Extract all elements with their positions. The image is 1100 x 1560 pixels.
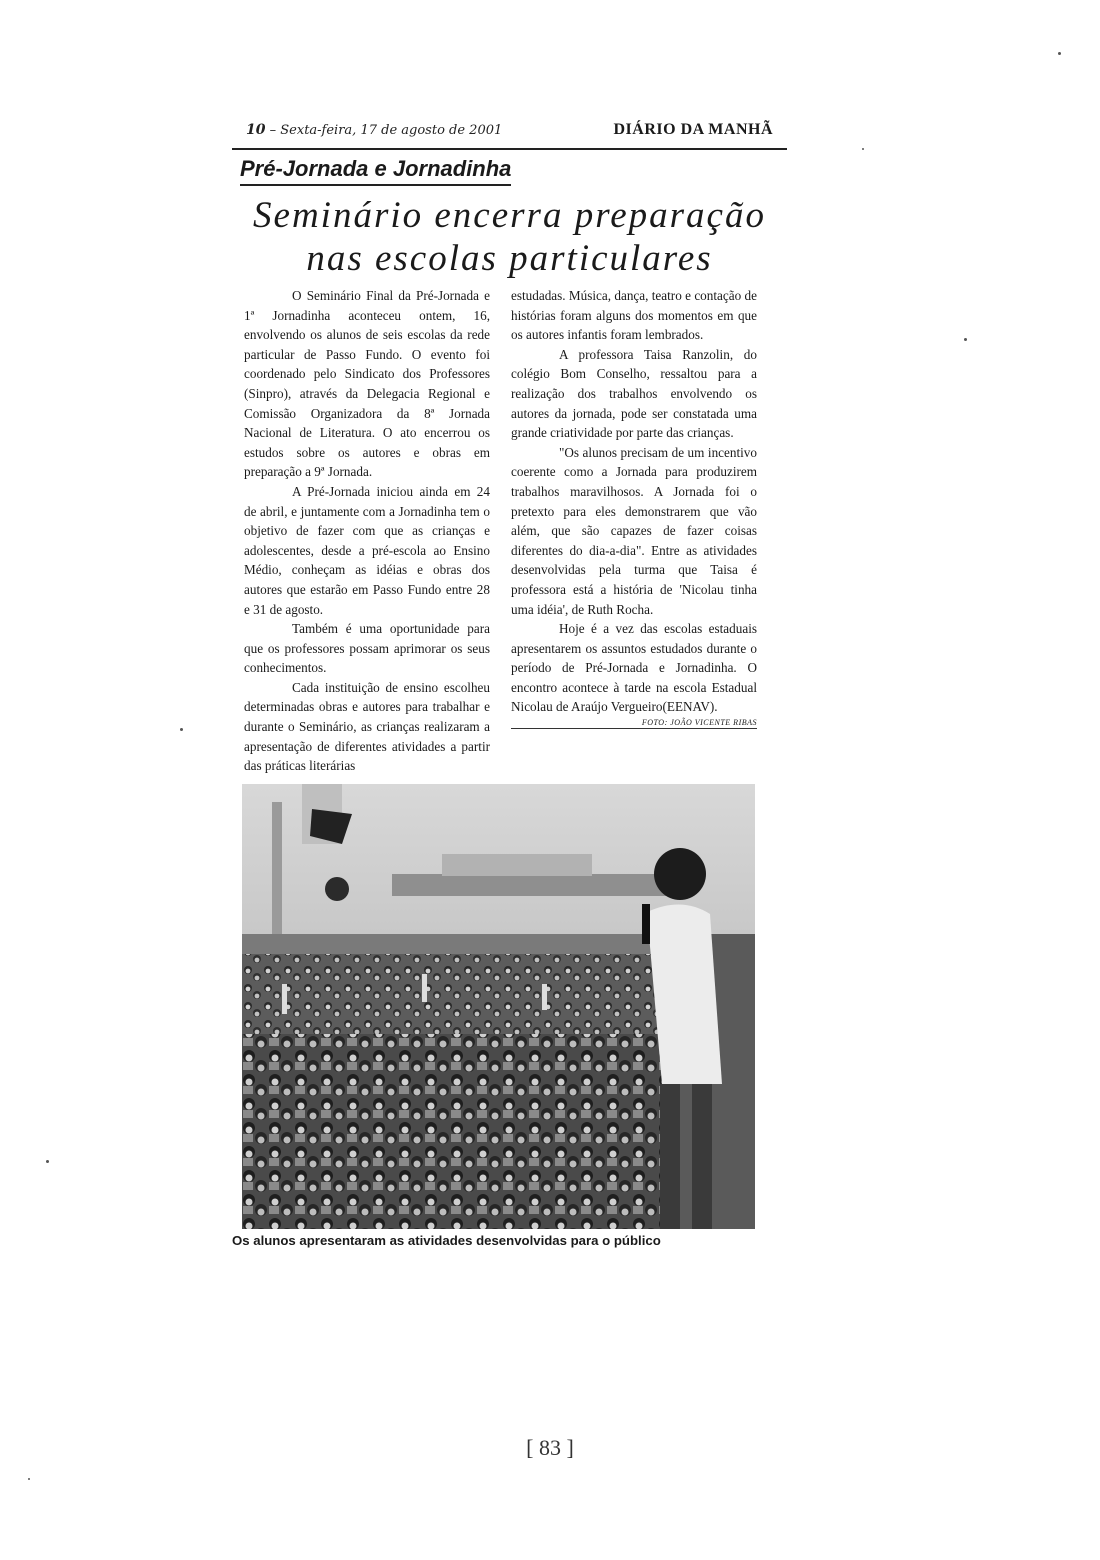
article-body xyxy=(232,286,787,776)
headline xyxy=(232,194,787,280)
scan-speck xyxy=(180,728,183,731)
paragraph: O Seminário Final da Pré-Jornada e 1ª Jornadinha aconteceu ontem, 16, envolvendo os alunos de seis escolas da rede particular de Passo Fundo. O evento foi coordenado pelo Sindicato dos Professores (Sinpro), através da Delegacia Regional e Comissão Organizadora da 8ª Jornada Nacional de Literatura. O ato encerrou os estudos sobre os autores e obras em preparação a 9ª Jornada. xyxy=(244,288,490,480)
page-number: [ 83 ] xyxy=(526,1435,574,1460)
paragraph: Hoje é a vez das escolas estaduais apresentarem os assuntos estudados durante o período de Pré-Jornada e Jornadinha. O encontro acontece à tarde na escola Estadual Nicolau de Araújo Vergueiro(EENAV). xyxy=(511,621,757,715)
paragraph: estudadas. Música, dança, teatro e contação de histórias foram alguns dos momentos em que os autores infantis foram lembrados. xyxy=(511,288,757,343)
headline-line-1: Seminário encerra preparação xyxy=(253,195,766,236)
paragraph: A professora Taisa Ranzolin, do colégio Bom Conselho, ressaltou para a realização dos trabalhos envolvendo os autores da jornada, pode ser constatada uma grande criatividade por parte das crianças. xyxy=(511,346,757,441)
article-column-left xyxy=(244,286,490,776)
newspaper-name: DIÁRIO DA MANHÃ xyxy=(613,121,773,138)
paragraph: Também é uma oportunidade para que os professores possam aprimorar os seus conhecimentos. xyxy=(244,621,490,676)
article-column-right xyxy=(511,286,757,776)
scan-speck xyxy=(964,338,967,341)
masthead-date-text: – Sexta-feira, 17 de agosto de 2001 xyxy=(269,123,503,138)
masthead-page-number: 10 xyxy=(246,122,266,138)
news-photo-image xyxy=(242,784,755,1229)
masthead xyxy=(232,118,787,150)
photo-credit: FOTO: JOÃO VICENTE RIBAS xyxy=(511,718,757,729)
scan-speck xyxy=(862,148,864,150)
masthead-date xyxy=(246,122,502,138)
scan-speck xyxy=(28,1478,30,1480)
newspaper-clipping xyxy=(232,118,787,1249)
paragraph: A Pré-Jornada iniciou ainda em 24 de abril, e juntamente com a Jornadinha tem o objetivo de fazer com que as crianças e adolescentes, desde a pré-escola ao Ensino Médio, conheçam as idéias e obras dos autores que estarão em Passo Fundo entre 28 e 31 de agosto. xyxy=(244,483,490,617)
paragraph: "Os alunos precisam de um incentivo coerente como a Jornada para produzirem trabalhos maravilhosos. A Jornada foi o pretexto para eles demonstrarem que vão além, que são capazes de fazer coisas diferentes do dia-a-dia". Entre as atividades desenvolvidas pela turma que Taisa é professora está a história de 'Nicolau tinha uma idéia', de Ruth Rocha. xyxy=(511,444,757,617)
scan-speck xyxy=(46,1160,49,1163)
news-photo xyxy=(242,784,755,1229)
paragraph: Cada instituição de ensino escolheu determinadas obras e autores para trabalhar e durante o Seminário, as crianças realizaram a apresentação de diferentes atividades a partir das práticas literárias xyxy=(244,679,490,774)
headline-line-2: nas escolas particulares xyxy=(306,238,713,279)
photo-caption: Os alunos apresentaram as atividades desenvolvidas para o público xyxy=(232,1232,661,1248)
scan-speck xyxy=(1058,52,1061,55)
section-title: Pré-Jornada e Jornadinha xyxy=(240,156,511,186)
